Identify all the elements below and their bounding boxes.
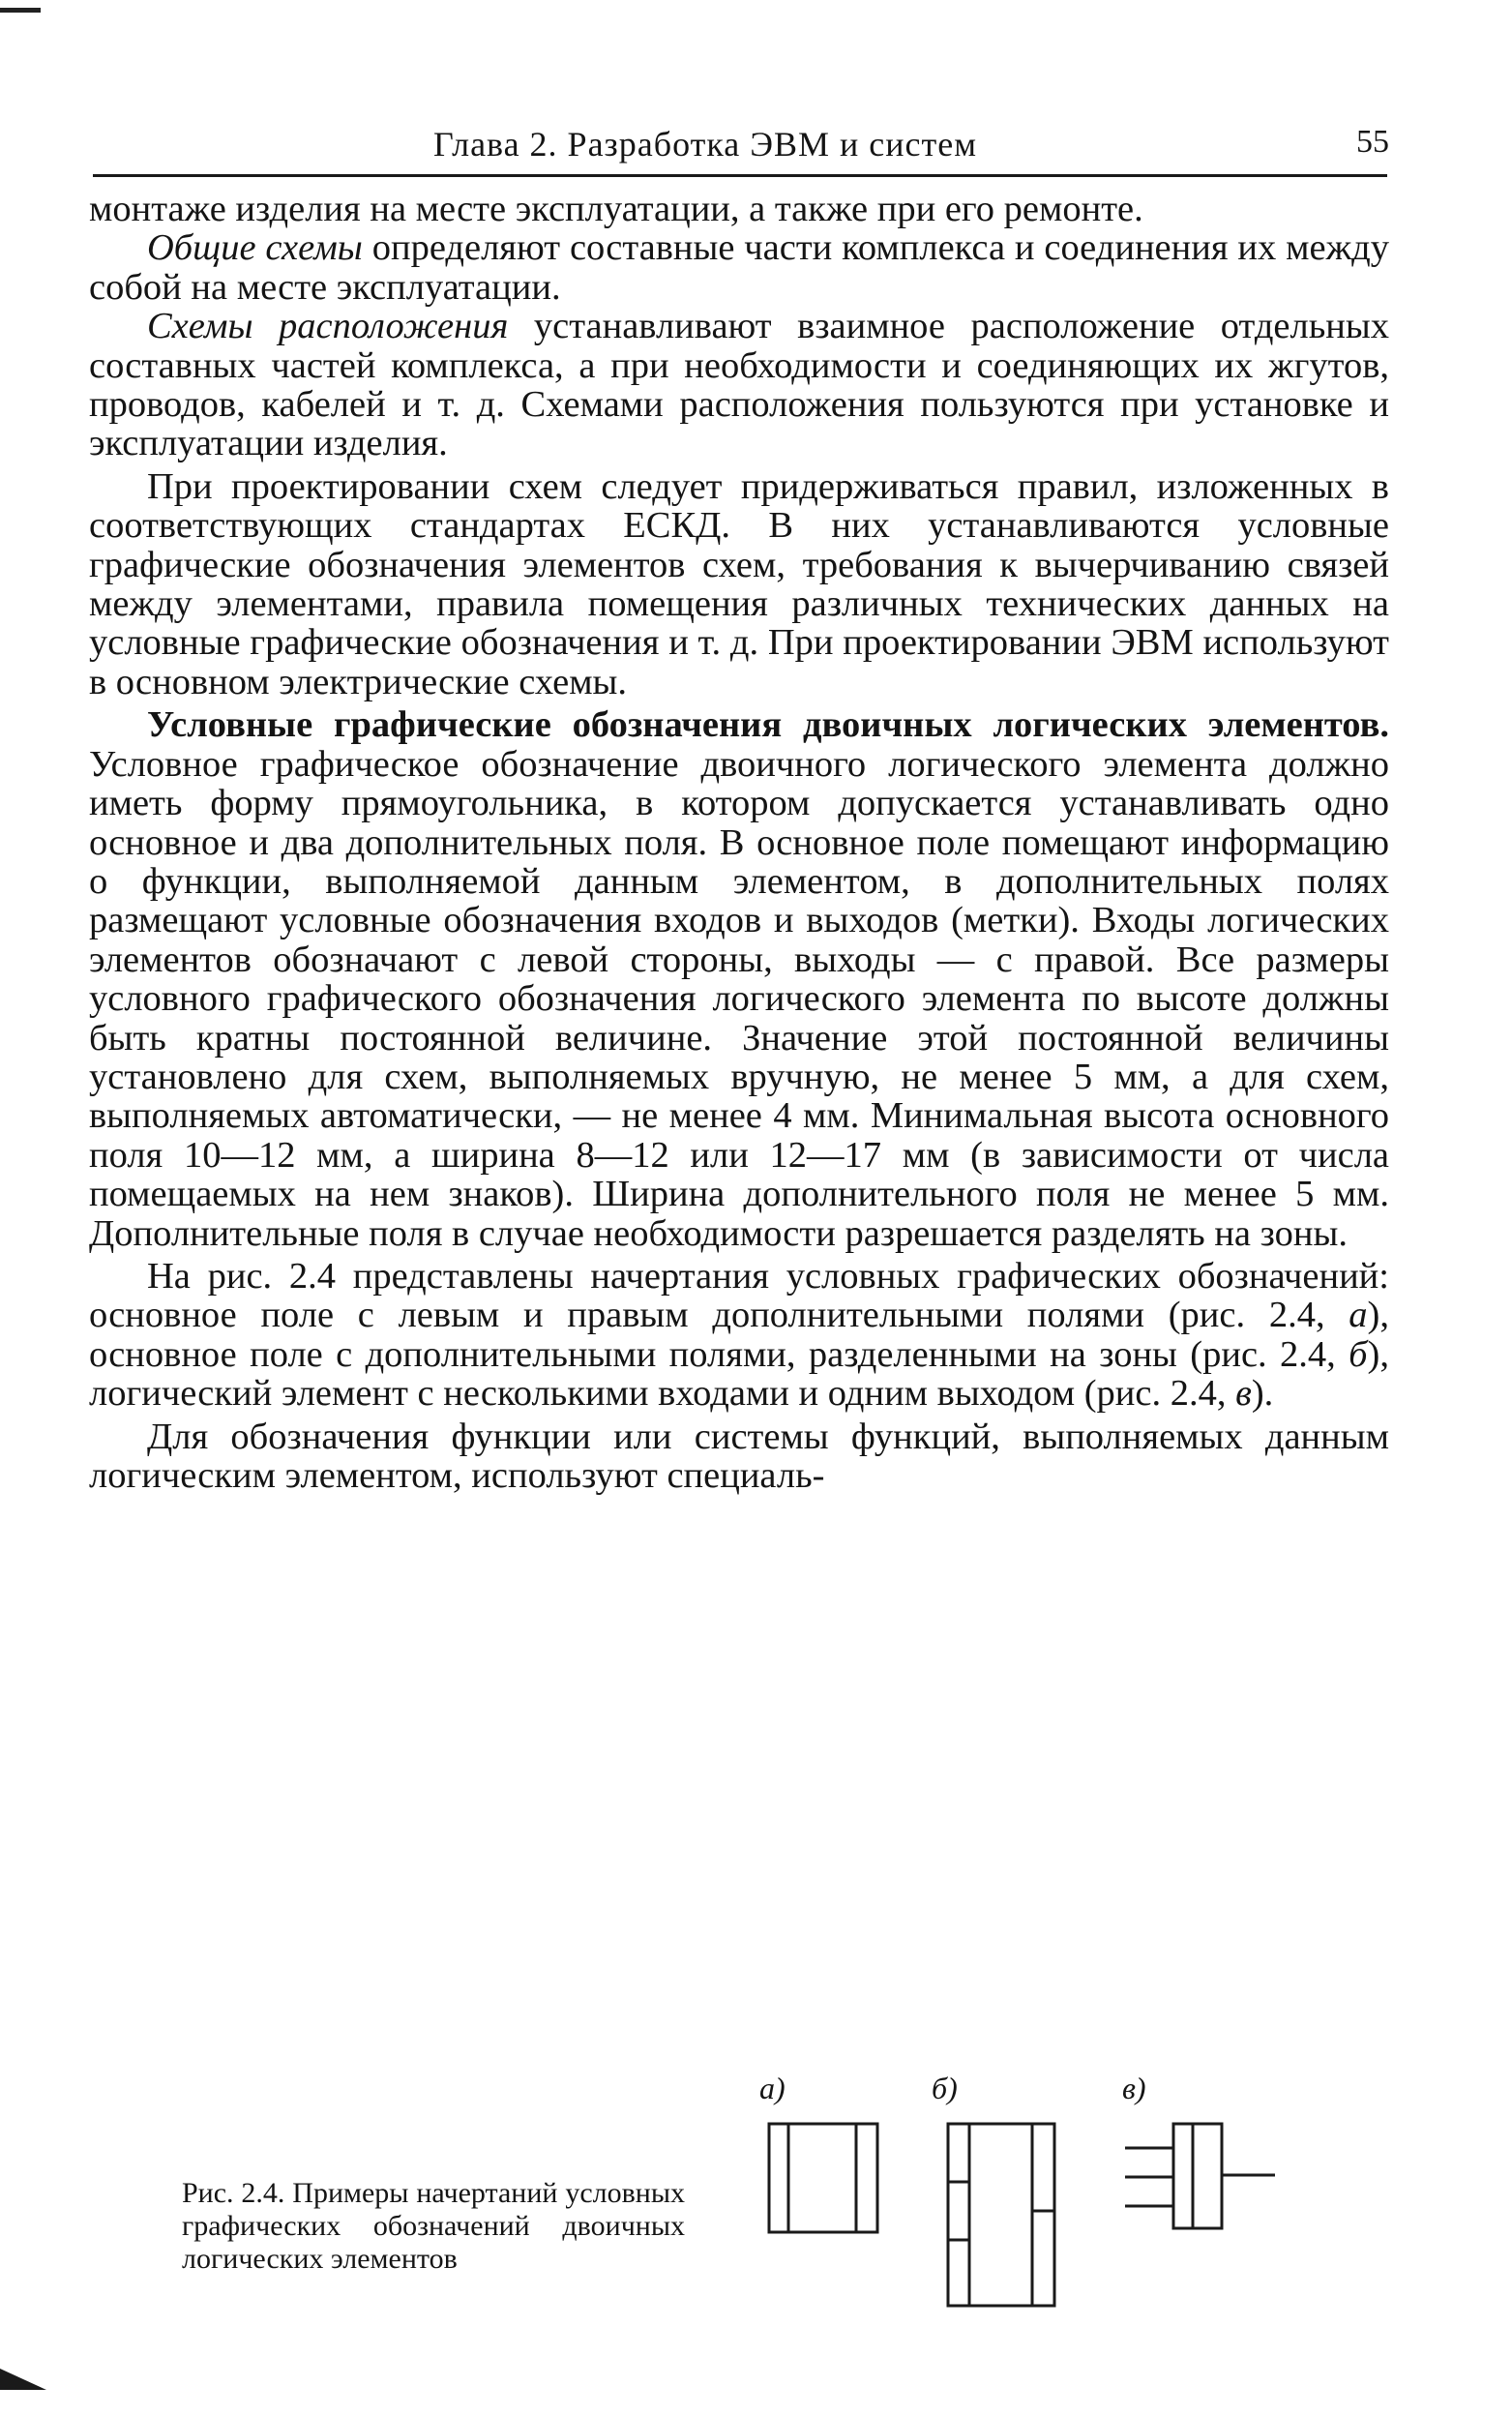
paragraph-text: На рис. 2.4 представлены начертания условных графических обозначений: основное поле с левым и правым дополнительными полями (рис. 2.4,	[89, 1255, 1389, 1336]
element-diagram-c	[1120, 2119, 1285, 2245]
figure-label-c: в)	[1122, 2071, 1146, 2105]
paragraph-figure-description	[89, 1257, 1389, 1414]
paragraph-text: устанавливают взаимное расположение отдельных составных частей комплекса, а при необходимости и соединяющих их жгутов, проводов, кабелей и т. д. Схемами расположения пользуются при установке и эксплуатации изделия.	[89, 306, 1389, 464]
paragraph-text: ), логический элемент с несколькими входами и одним выходом (рис. 2.4,	[89, 1333, 1389, 1415]
figure-label-a: а)	[759, 2071, 786, 2105]
paragraph-text: При проектировании схем следует придерживаться правил, изложенных в соответствующих стандартах ЕСКД. В них устанавливаются условные графические обозначения элементов схем, требования к вычерчиванию связей между элементами, правила помещения различных технических данных на условные графические обозначения и т. д. При проектировании ЭВМ используют в основном электрические схемы.	[89, 465, 1389, 702]
paragraph-continuation	[89, 190, 1389, 228]
section-heading: Условные графические обозначения двоичных логических элементов.	[147, 704, 1389, 746]
paragraph-layout-schemes	[89, 307, 1389, 463]
figure-ref-c: в	[1235, 1373, 1252, 1415]
element-diagram-b	[943, 2119, 1069, 2312]
paragraph-design-rules	[89, 467, 1389, 701]
paragraph-text: Для обозначения функции или системы функций, выполняемых данным логическим элементом, используют специаль-	[89, 1416, 1389, 1496]
figure-ref-b: б	[1349, 1333, 1368, 1375]
page-body	[89, 190, 1389, 1495]
scan-edge-mark	[0, 8, 41, 13]
paragraph-text: монтаже изделия на месте эксплуатации, а также при его ремонте.	[89, 189, 1143, 229]
scan-corner-mark	[0, 2369, 46, 2390]
figure-2-4	[145, 2071, 1287, 2322]
term-general-schemes: Общие схемы	[147, 227, 363, 269]
header-title: Глава 2. Разработка ЭВМ и систем	[433, 125, 978, 164]
figure-ref-a: а	[1349, 1295, 1368, 1336]
paragraph-functions	[89, 1417, 1389, 1496]
header-rule	[93, 174, 1387, 177]
element-diagram-a	[764, 2119, 890, 2245]
paragraph-text: Условное графическое обозначение двоичного логического элемента должно иметь форму прямоугольника, в котором допускается устанавливать одно основное и два дополнительных поля. В основное поле помещают информацию о функции, выполняемой данным элементом, в дополнительных полях размещают условные обозначения входов и выходов (метки). Входы логических элементов обозначают с левой стороны, выходы — с правой. Все размеры условного графического обозначения логического элемента по высоте должны быть кратны постоянной величине. Значение этой постоянной величины установлено для схем, выполняемых вручную, не менее 5 мм, а для схем, выполняемых автоматически, — не менее 4 мм. Минимальная высота основного поля 10—12 мм, а ширина 8—12 или 12—17 мм (в зависимости от числа помещаемых на нем знаков). Ширина дополнительного поля не менее 5 мм. Дополнительные поля в случае необходимости разрешается разделять на зоны.	[89, 743, 1389, 1254]
paragraph-text: определяют составные части комплекса и соединения их между собой на месте эксплуатации.	[89, 227, 1390, 308]
figure-caption: Рис. 2.4. Примеры начертаний условных графических обозначений двоичных логических элементов	[182, 2177, 685, 2275]
paragraph-logic-elements	[89, 705, 1389, 1253]
paragraph-text: ).	[1251, 1373, 1274, 1415]
running-header	[87, 124, 1393, 166]
figure-label-b: б)	[932, 2071, 958, 2105]
paragraph-general-schemes	[89, 228, 1389, 307]
paragraph-text: ), основное поле с дополнительными полями, разделенными на зоны (рис. 2.4,	[89, 1295, 1389, 1375]
page-number: 55	[1356, 124, 1389, 160]
term-layout-schemes: Схемы расположения	[147, 306, 509, 347]
